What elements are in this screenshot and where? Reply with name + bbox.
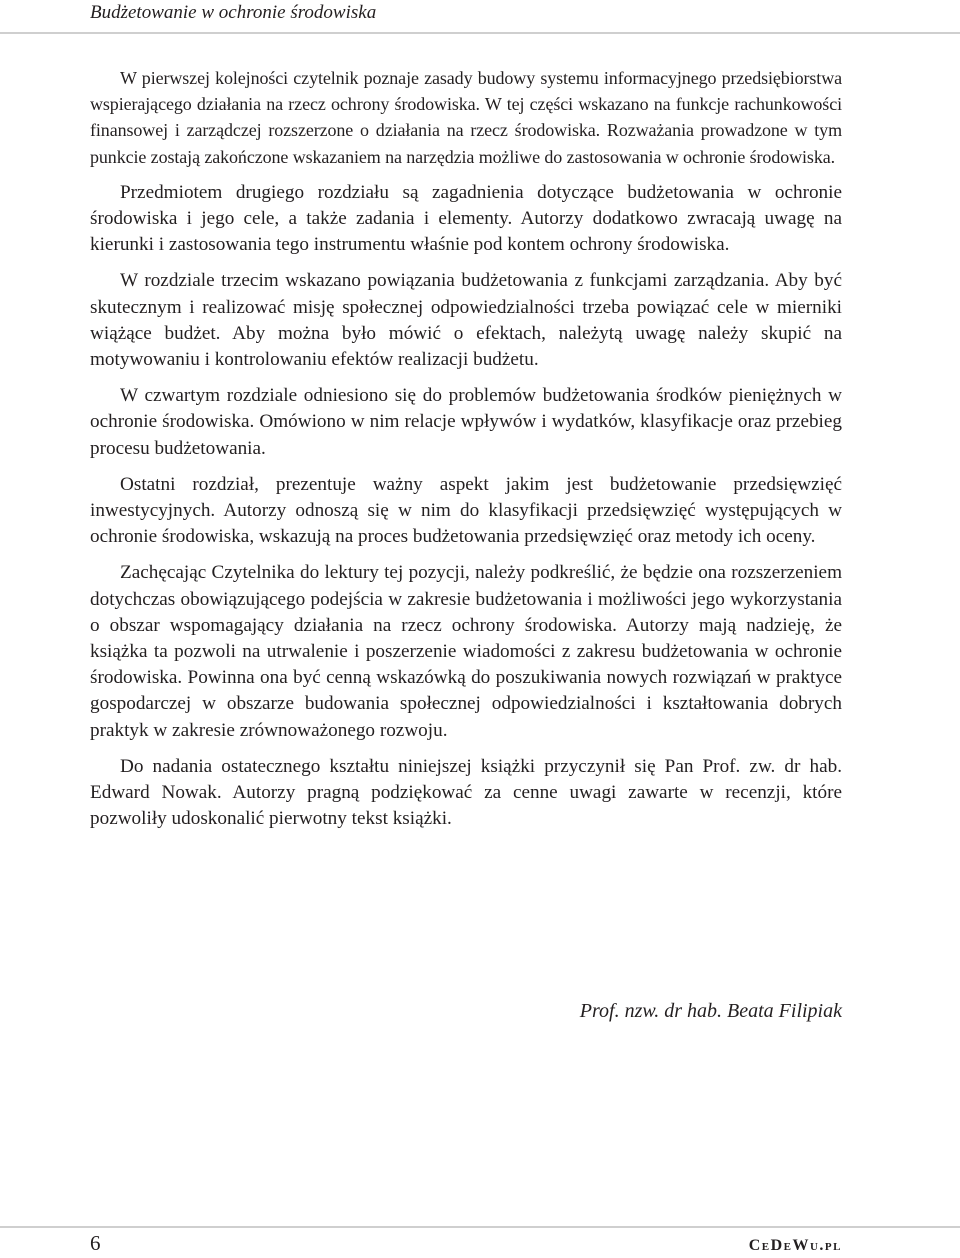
running-header-title: Budżetowanie w ochronie środowiska (90, 2, 377, 23)
paragraph-7: Do nadania ostatecznego kształtu niniejszej książki przyczynił się Pan Prof. zw. dr hab. Edward Nowak. Autorzy pragną podziękować za cenne uwagi zawarte w recenzji, które pozwoliły udoskonalić pierwotny tekst książki. (90, 755, 842, 830)
paragraph-4: W czwartym rozdziale odniesiono się do problemów budżetowania środków pieniężnych w ochronie środowiska. Omówiono w nim relacje wpływów i wydatków, klasyfikacje oraz przebieg procesu budżetowania. (90, 385, 842, 459)
paragraph-3: W rozdziale trzecim wskazano powiązania budżetowania z funkcjami zarządzania. Aby być skutecznym i realizować misję społecznej odpowiedzialności trzeba powiązać cele w mierniki wiążące budżet. Aby można było mówić o efektach, należytą uwagę należy skupić na motywowaniu i kontrolowaniu efektów realizacji budżetu. (90, 270, 842, 371)
footer-divider (0, 1226, 960, 1228)
running-header (0, 0, 960, 34)
paragraph-1: W pierwszej kolejności czytelnik poznaje zasady budowy systemu informacyjnego przedsiębiorstwa wspierającego działania na rzecz ochrony środowiska. W tej części wskazano na funkcje rachunkowości finansowej i zarządczej rozszerzone o działania na rzecz środowiska. Rozważania prowadzone w tym punkcie zostają zakończone wskazaniem na narzędzia możliwe do zastosowania w ochronie środowiska. (90, 68, 842, 167)
author-signature: Prof. nzw. dr hab. Beata Filipiak (579, 1000, 842, 1022)
paragraph-2: Przedmiotem drugiego rozdziału są zagadnienia dotyczące budżetowania w ochronie środowiska i jego cele, a także zadania i elementy. Autorzy dodatkowo zwracają uwagę na kierunki i zastosowania tego instrumentu właśnie pod kontem ochrony środowiska. (90, 181, 842, 256)
page-number: 6 (90, 1231, 101, 1255)
paragraph-5: Ostatni rozdział, prezentuje ważny aspekt jakim jest budżetowanie przedsięwzięć inwestycyjnych. Autorzy odnoszą się w nim do klasyfikacji przedsięwzięć występujących w ochronie środowiska, wskazują na proces budżetowania przedsięwzięć oraz metody ich oceny. (90, 473, 842, 548)
publisher-brand: CeDeWu.pl (748, 1237, 842, 1254)
body-text (90, 65, 842, 842)
paragraph-6: Zachęcając Czytelnika do lektury tej pozycji, należy podkreślić, że będzie ona rozszerzeniem dotychczas obowiązującego podejścia w zakresie budżetowania i możliwości jego wykorzystania o obszar wspomagający działania na rzecz ochrony środowiska. Autorzy mają nadzieję, że książka ta pozwoli na utrwalenie i poszerzenie wiadomości z zakresu budżetowania w ochronie środowiska. Powinna ona być cenną wskazówką do poszukiwania nowych rozwiązań w praktyce gospodarczej w obszarze budowania społecznej odpowiedzialności i kształtowania dobrych praktyk w zakresie zrównoważonego rozwoju. (90, 562, 842, 741)
